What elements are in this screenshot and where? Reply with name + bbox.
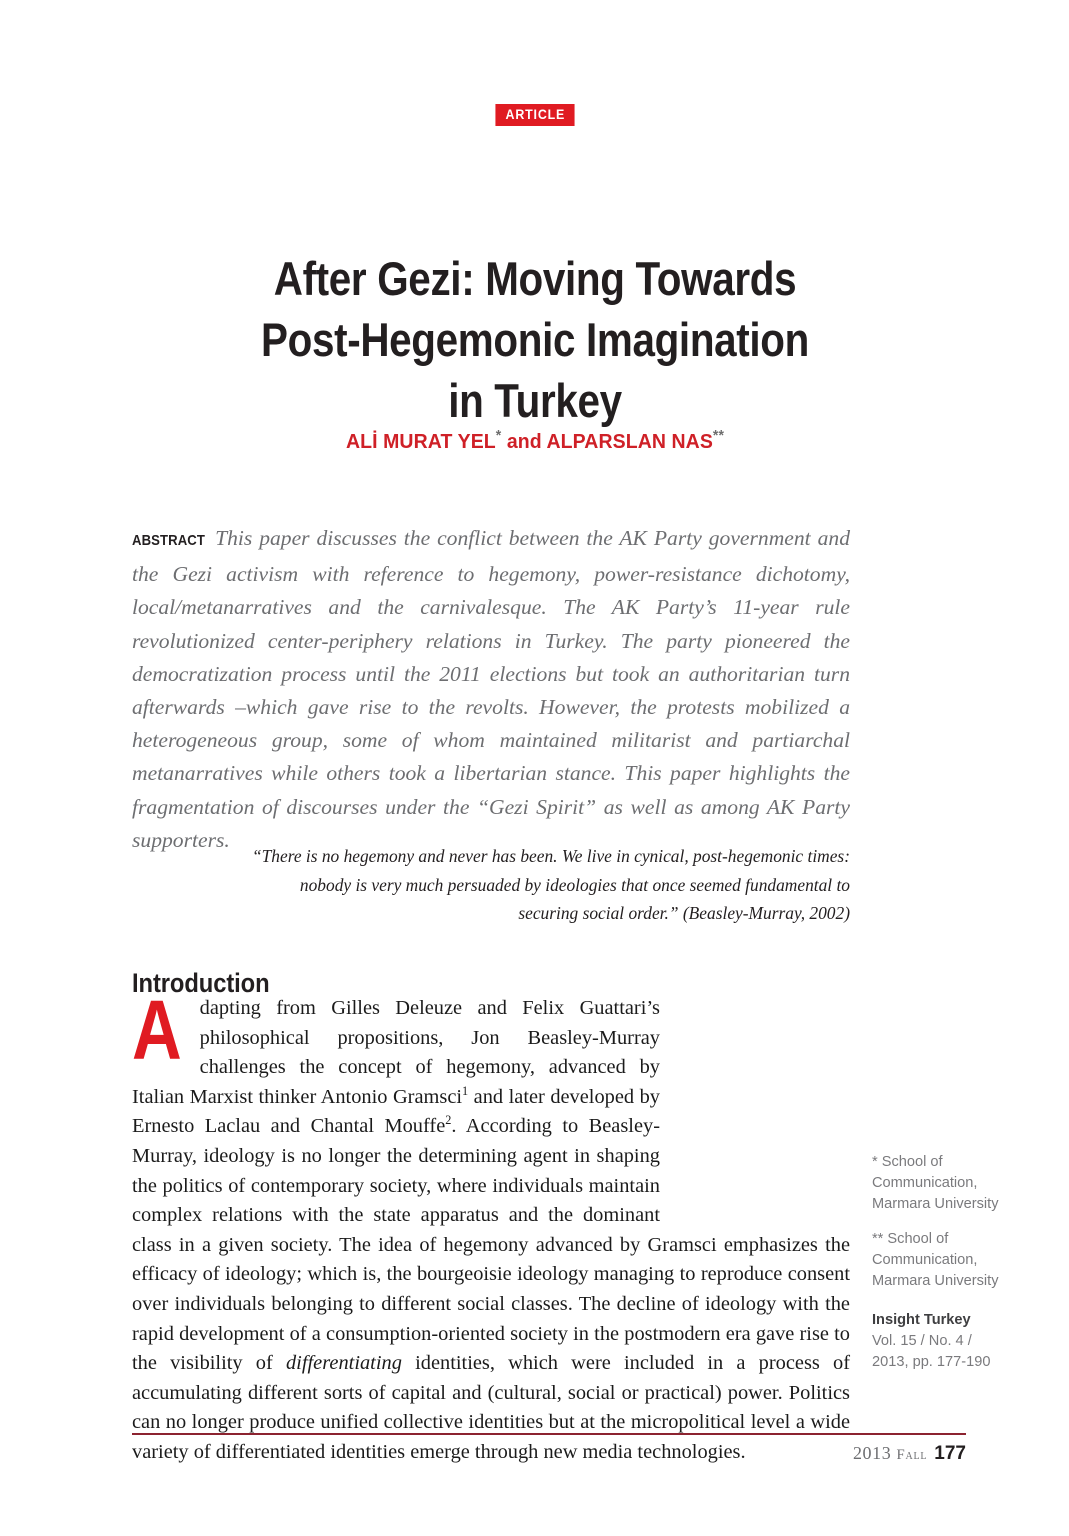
title-line-3: in Turkey — [448, 373, 622, 427]
affiliation-sidebar — [872, 1152, 1032, 1373]
author-marker-1: * — [495, 428, 502, 445]
author-conjunction: and — [501, 430, 547, 453]
body-text-part-3: . According to Beasley-Murray, ideology is no longer the determining agent in shaping the politics of contemporary society, where individuals maintain complex relations with the state apparatus and the dominant class in a given society. The idea of hegemony advanced by Gramsci emphasizes the efficacy of ideology; which is, the bourgeoisie ideology managing to reproduce consent over individuals belonging to different social classes. The decline of ideology with the rapid development of a consumption-oriented society in the postmodern era gave rise to the visibility of — [132, 1115, 850, 1375]
footnote-marker-1[interactable]: 1 — [462, 1083, 469, 1098]
author-name-1: ALİ MURAT YEL — [345, 430, 496, 453]
body-text-part-2: and later developed by Ernesto Laclau and Chantal Mouffe — [132, 1085, 660, 1138]
article-badge-row — [0, 104, 1069, 126]
footer-issue-label — [853, 1443, 927, 1463]
title-line-1: After Gezi: Moving Towards — [273, 252, 797, 306]
body-text-part-1: dapting from Gilles Deleuze and Felix Guattari’s philosophical propositions, Jon Beasley-Murray challenges the concept of hegemony, advanced by Italian Marxist thinker Antonio Gramsci — [132, 997, 660, 1108]
footer-divider-rule — [132, 1433, 966, 1435]
author-byline — [160, 430, 911, 454]
footnote-marker-2[interactable]: 2 — [445, 1113, 452, 1128]
footer-year: 2013 — [852, 1443, 892, 1463]
journal-issue-line-1: Vol. 15 / No. 4 / — [872, 1333, 972, 1349]
body-text-part-4: identities, which were included in a process of accumulating different sorts of capital and (cultural, social or practical) power. Politics can no longer produce unified collective identities but at the micropolitical level a wide variety of differentiated identities emerge through new media technologies. — [132, 1352, 850, 1463]
sidebar-text-wrap-spacer — [660, 994, 850, 1224]
abstract-text: This paper discusses the conflict between the AK Party government and the Gezi activism with reference to hegemony, power-resistance dichotomy, local/metanarratives and the carnivalesque. The AK Party’s 11-year rule revolutionized center-periphery relations in Turkey. The party pioneered the democratization process until the 2011 elections but took an authoritarian turn afterwards –which gave rise to the revolts. However, the protests mobilized a heterogeneous group, some of whom maintained militarist and partiarchal metanarratives while others took a libertarian stance. This paper highlights the fragmentation of discourses under the “Gezi Spirit” as well as among AK Party supporters. — [132, 526, 850, 852]
affiliation-note-1: * School of Communication, Marmara University — [872, 1154, 999, 1212]
page-footer — [666, 1443, 966, 1465]
body-emphasis-differentiating: differentiating — [285, 1352, 402, 1375]
drop-cap-letter: A — [132, 983, 182, 1077]
article-badge: ARTICLE — [495, 104, 574, 126]
footer-season: Fall — [896, 1447, 928, 1463]
title-line-2: Post-Hegemonic Imagination — [260, 313, 810, 367]
journal-issue-line-2: 2013, pp. 177-190 — [872, 1354, 991, 1370]
affiliation-note-2: ** School of Communication, Marmara University — [872, 1231, 999, 1289]
epigraph-quote: “There is no hegemony and never has been. We live in cynical, post-hegemonic times: nobody is very much persuaded by ideologies that once seemed fundamental to securing social order.” (Beasley-Murray, 2002) — [251, 846, 850, 923]
author-marker-2: ** — [712, 428, 725, 445]
section-heading-introduction: Introduction — [132, 968, 270, 999]
journal-info-block — [872, 1310, 1032, 1373]
journal-name: Insight Turkey — [872, 1312, 971, 1328]
abstract-label: ABSTRACT — [132, 533, 205, 549]
footer-page-number: 177 — [934, 1443, 966, 1464]
abstract-block — [132, 522, 850, 857]
author-name-2: ALPARSLAN NAS — [546, 430, 713, 453]
page-title — [195, 249, 874, 431]
